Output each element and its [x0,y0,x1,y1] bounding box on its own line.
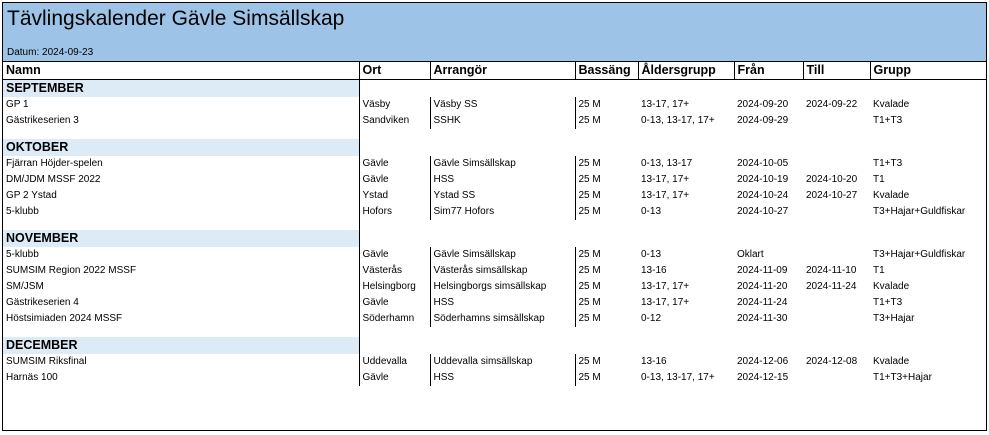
cell-fran[interactable]: 2024-12-06 [737,356,789,367]
cell-grupp[interactable]: T1+T3 [873,115,903,126]
cell-ort[interactable]: Gävle [359,247,430,263]
blank-cell[interactable] [870,327,986,337]
blank-cell[interactable] [430,230,575,247]
cell-ort[interactable]: Gävle [359,156,430,172]
table-row [3,156,986,172]
blank-cell[interactable] [734,220,803,230]
month-label[interactable]: OKTOBER [3,139,359,156]
cell-namn[interactable]: Gästrikeserien 3 [3,113,359,129]
cell-fran[interactable]: 2024-11-09 [737,265,788,276]
column-header-bassang[interactable]: Bassäng [575,62,638,80]
cell-fran[interactable]: 2024-10-24 [737,190,789,201]
cell-ort[interactable]: Sandviken [359,113,430,129]
header-banner [3,3,986,62]
cell-ort[interactable]: Uddevalla [359,354,430,370]
blank-row [3,129,986,139]
cell-fran[interactable]: 2024-09-20 [737,99,789,110]
month-header-row [3,230,986,247]
cell-aldersgrupp[interactable]: 13-17, 17+ [641,281,690,292]
blank-cell[interactable] [359,80,430,98]
blank-cell[interactable] [3,220,359,230]
blank-cell[interactable] [430,327,575,337]
cell-bassang[interactable]: 25 M [578,313,601,324]
month-header-row [3,139,986,156]
blank-cell[interactable] [638,230,734,247]
table-row [3,97,986,113]
calendar-table [3,62,986,386]
blank-cell[interactable] [638,129,734,139]
table-row [3,263,986,279]
cell-arrangor[interactable]: Ystad SS [430,188,575,204]
cell-bassang[interactable]: 25 M [578,190,601,201]
blank-cell[interactable] [638,139,734,156]
cell-bassang[interactable]: 25 M [578,206,601,217]
blank-cell[interactable] [575,220,638,230]
month-label[interactable]: SEPTEMBER [3,80,359,98]
table-body [3,80,986,387]
cell-arrangor[interactable]: Sim77 Hofors [430,204,575,220]
table-row [3,279,986,295]
cell-grupp[interactable]: Kvalade [873,190,910,201]
cell-till[interactable] [803,204,870,220]
cell-ort[interactable]: Gävle [359,295,430,311]
cell-namn[interactable]: Fjärran Höjder-spelen [3,156,359,172]
blank-cell[interactable] [803,129,870,139]
cell-aldersgrupp[interactable]: 0-13, 13-17 [641,158,693,169]
cell-arrangor[interactable]: HSS [430,172,575,188]
cell-aldersgrupp[interactable]: 0-12 [641,313,662,324]
column-header-aldersgrupp[interactable]: Åldersgrupp [638,62,734,80]
cell-grupp[interactable]: T3+Hajar+Guldfiskar [873,206,966,217]
month-header-row [3,337,986,354]
cell-grupp[interactable]: T1+T3+Hajar [873,372,932,383]
blank-cell[interactable] [803,80,870,98]
cell-aldersgrupp[interactable]: 13-17, 17+ [641,297,690,308]
blank-cell[interactable] [575,129,638,139]
blank-cell[interactable] [575,80,638,98]
cell-fran[interactable]: 2024-10-27 [737,206,789,217]
blank-cell[interactable] [803,327,870,337]
table-row [3,370,986,386]
cell-bassang[interactable]: 25 M [578,297,601,308]
table-row [3,172,986,188]
spreadsheet [2,2,987,431]
cell-till[interactable]: 2024-11-24 [806,281,857,292]
cell-grupp[interactable]: Kvalade [873,99,910,110]
table-row [3,113,986,129]
blank-cell[interactable] [359,337,430,354]
blank-cell[interactable] [870,129,986,139]
table-row [3,295,986,311]
page-title: Tävlingskalender Gävle Simsällskap [7,7,345,30]
blank-cell[interactable] [359,220,430,230]
cell-arrangor[interactable]: SSHK [430,113,575,129]
blank-cell[interactable] [359,327,430,337]
cell-fran[interactable]: 2024-11-30 [737,313,788,324]
cell-arrangor[interactable]: Uddevalla simsällskap [430,354,575,370]
column-header-fran[interactable]: Från [734,62,803,80]
blank-cell[interactable] [803,139,870,156]
blank-cell[interactable] [803,220,870,230]
blank-cell[interactable] [575,230,638,247]
cell-bassang[interactable]: 25 M [578,356,601,367]
table-row [3,354,986,370]
blank-cell[interactable] [430,337,575,354]
cell-arrangor[interactable]: HSS [430,370,575,386]
cell-namn[interactable]: SUMSIM Riksfinal [3,354,359,370]
cell-aldersgrupp[interactable]: 13-17, 17+ [641,190,690,201]
cell-aldersgrupp[interactable]: 0-13, 13-17, 17+ [641,372,715,383]
date-label: Datum: 2024-09-23 [7,47,94,58]
cell-aldersgrupp[interactable]: 13-16 [641,356,667,367]
cell-till[interactable]: 2024-10-27 [806,190,858,201]
cell-ort[interactable]: Hofors [359,204,430,220]
cell-bassang[interactable]: 25 M [578,174,601,185]
cell-namn[interactable]: GP 1 [3,97,359,113]
cell-grupp[interactable]: T3+Hajar+Guldfiskar [873,249,966,260]
cell-ort[interactable]: Ystad [359,188,430,204]
blank-cell[interactable] [638,220,734,230]
cell-bassang[interactable]: 25 M [578,158,601,169]
blank-row [3,327,986,337]
cell-till[interactable] [803,370,870,386]
blank-cell[interactable] [3,129,359,139]
cell-fran[interactable]: 2024-09-29 [737,115,789,126]
cell-arrangor[interactable]: Västerås simsällskap [430,263,575,279]
cell-arrangor[interactable]: Helsingborgs simsällskap [430,279,575,295]
cell-bassang[interactable]: 25 M [578,265,601,276]
blank-cell[interactable] [734,327,803,337]
cell-ort[interactable]: Gävle [359,172,430,188]
blank-cell[interactable] [430,220,575,230]
month-label[interactable]: DECEMBER [3,337,359,354]
cell-arrangor[interactable]: HSS [430,295,575,311]
cell-aldersgrupp[interactable]: 13-17, 17+ [641,174,690,185]
cell-ort[interactable]: Söderhamn [359,311,430,327]
cell-namn[interactable]: SUMSIM Region 2022 MSSF [3,263,359,279]
table-row [3,188,986,204]
blank-cell[interactable] [359,230,430,247]
blank-cell[interactable] [638,80,734,98]
cell-bassang[interactable]: 25 M [578,249,601,260]
blank-cell[interactable] [359,139,430,156]
header-row [3,62,986,80]
blank-cell[interactable] [575,327,638,337]
blank-cell[interactable] [870,220,986,230]
blank-cell[interactable] [638,337,734,354]
cell-arrangor[interactable]: Gävle Simsällskap [430,247,575,263]
column-header-grupp[interactable]: Grupp [870,62,986,80]
cell-namn[interactable]: Gästrikeserien 4 [3,295,359,311]
cell-namn[interactable]: DM/JDM MSSF 2022 [3,172,359,188]
cell-bassang[interactable]: 25 M [578,99,601,110]
blank-cell[interactable] [359,129,430,139]
cell-fran[interactable]: Oklart [737,249,764,260]
cell-aldersgrupp[interactable]: 13-17, 17+ [641,99,690,110]
cell-fran[interactable]: 2024-10-19 [737,174,789,185]
cell-arrangor[interactable]: Söderhamns simsällskap [430,311,575,327]
cell-aldersgrupp[interactable]: 13-16 [641,265,667,276]
blank-cell[interactable] [803,230,870,247]
cell-fran[interactable]: 2024-11-20 [737,281,788,292]
cell-till[interactable] [803,295,870,311]
blank-cell[interactable] [575,139,638,156]
cell-aldersgrupp[interactable]: 0-13 [641,206,662,217]
blank-cell[interactable] [803,337,870,354]
table-row [3,204,986,220]
cell-till[interactable]: 2024-09-22 [806,99,858,110]
blank-cell[interactable] [734,80,803,98]
blank-cell[interactable] [870,230,986,247]
cell-bassang[interactable]: 25 M [578,115,601,126]
blank-cell[interactable] [430,80,575,98]
table-row [3,247,986,263]
cell-namn[interactable]: Höstsimiaden 2024 MSSF [3,311,359,327]
cell-fran[interactable]: 2024-10-05 [737,158,789,169]
blank-cell[interactable] [870,337,986,354]
cell-ort[interactable]: Helsingborg [359,279,430,295]
cell-namn[interactable]: GP 2 Ystad [3,188,359,204]
cell-arrangor[interactable]: Väsby SS [430,97,575,113]
cell-ort[interactable]: Västerås [359,263,430,279]
table-row [3,311,986,327]
cell-till[interactable] [803,156,870,172]
month-label[interactable]: NOVEMBER [3,230,359,247]
cell-aldersgrupp[interactable]: 0-13, 13-17, 17+ [641,115,715,126]
cell-namn[interactable]: SM/JSM [3,279,359,295]
month-header-row [3,80,986,98]
blank-cell[interactable] [734,129,803,139]
blank-cell[interactable] [734,139,803,156]
blank-cell[interactable] [870,80,986,98]
cell-ort[interactable]: Väsby [359,97,430,113]
cell-till[interactable]: 2024-11-10 [806,265,857,276]
cell-namn[interactable]: 5-klubb [3,204,359,220]
cell-grupp[interactable]: T3+Hajar [873,313,915,324]
cell-grupp[interactable]: T1 [873,265,885,276]
cell-ort[interactable]: Gävle [359,370,430,386]
cell-till[interactable]: 2024-12-08 [806,356,858,367]
column-header-namn[interactable]: Namn [3,62,359,80]
blank-cell[interactable] [575,337,638,354]
cell-till[interactable]: 2024-10-20 [806,174,858,185]
column-header-ort[interactable]: Ort [359,62,430,80]
cell-till[interactable] [803,311,870,327]
blank-cell[interactable] [734,230,803,247]
blank-cell[interactable] [734,337,803,354]
blank-row [3,220,986,230]
cell-bassang[interactable]: 25 M [578,372,601,383]
cell-bassang[interactable]: 25 M [578,281,601,292]
blank-cell[interactable] [430,139,575,156]
cell-grupp[interactable]: T1+T3 [873,297,903,308]
cell-arrangor[interactable]: Gävle Simsällskap [430,156,575,172]
cell-grupp[interactable]: Kvalade [873,356,910,367]
cell-grupp[interactable]: Kvalade [873,281,910,292]
cell-namn[interactable]: 5-klubb [3,247,359,263]
cell-grupp[interactable]: T1+T3 [873,158,903,169]
cell-namn[interactable]: Harnäs 100 [3,370,359,386]
blank-cell[interactable] [870,139,986,156]
cell-till[interactable] [803,247,870,263]
blank-cell[interactable] [3,327,359,337]
column-header-arrangor[interactable]: Arrangör [430,62,575,80]
blank-cell[interactable] [430,129,575,139]
cell-fran[interactable]: 2024-11-24 [737,297,788,308]
blank-cell[interactable] [638,327,734,337]
column-header-till[interactable]: Till [803,62,870,80]
cell-grupp[interactable]: T1 [873,174,885,185]
cell-aldersgrupp[interactable]: 0-13 [641,249,662,260]
cell-till[interactable] [803,113,870,129]
cell-fran[interactable]: 2024-12-15 [737,372,789,383]
